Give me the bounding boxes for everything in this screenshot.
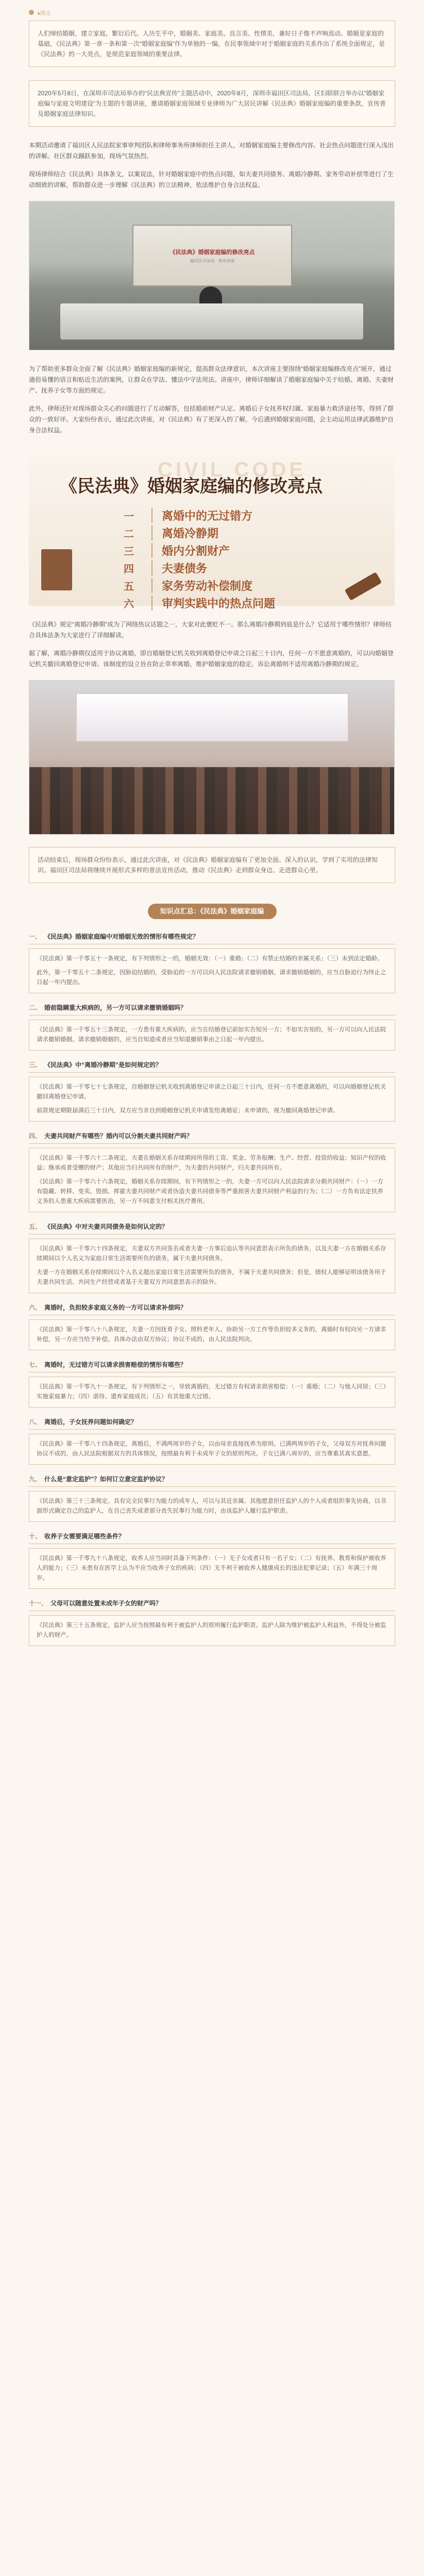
- qa-answer: [29, 1077, 395, 1122]
- qa-answer: [29, 1615, 395, 1646]
- qa-number: 九、: [29, 1476, 42, 1483]
- divider: [29, 1072, 395, 1073]
- qa-answer-paragraph: 《民法典》第一千零九十一条规定，有下列情形之一，导致离婚的，无过错方有权请求损害赔偿：（一）重婚；（二）与他人同居；（三）实施家庭暴力；（四）虐待、遗弃家庭成员；（五）有其他重大过错。: [37, 1384, 386, 1400]
- qa-answer-paragraph: 《民法典》第三十三条规定，具有完全民事行为能力的成年人，可以与其近亲属、其他愿意担任监护人的个人或者组织事先协商，以书面形式确定自己的监护人，在自己丧失或者部分丧失民事行为能力时，由该监护人履行监护职责。: [37, 1498, 386, 1514]
- qa-question: [29, 1474, 395, 1484]
- qa-question: [29, 931, 395, 942]
- poster-item: [106, 577, 374, 594]
- qa-item: [29, 1360, 395, 1408]
- qa-list: [29, 931, 395, 1646]
- qa-answer-paragraph: 《民法典》第一千零六十六条规定，婚姻关系存续期间，有下列情形之一的，夫妻一方可以向人民法院请求分割共同财产：（一）一方有隐藏、转移、变卖、毁损、挥霍夫妻共同财产或者伪造夫妻共同债务等严重损害夫妻共同财产利益的行为；（二）一方负有法定扶养义务的人患重大疾病需要医治，另一方不同意支付相关医疗费用。: [37, 1179, 383, 1205]
- qa-number: 四、: [29, 1132, 42, 1140]
- qa-item: [29, 1474, 395, 1522]
- poster-item-text: 夫妻债务: [162, 562, 208, 575]
- law-book-icon: [41, 549, 72, 590]
- qa-number: 六、: [29, 1304, 42, 1311]
- qa-question-text: 《民法典》中对夫妻共同债务是如何认定的？: [44, 1223, 168, 1230]
- event-summary-text: 2020年5月8日，在深圳市司法局举办的“民法典宣传”主题活动中，2020年8月，深圳市福田区司法局、区妇联联合举办以“婚姻家庭编与家庭文明建设”为主题的专题讲座，邀请婚姻家庭领域专业律师为广大居民讲解《民法典》婚姻家庭编的重要条款，宣传普及婚姻家庭法律知识。: [38, 90, 386, 117]
- closing-text: 活动结束后，现场群众纷纷表示，通过此次讲座，对《民法典》婚姻家庭编有了更加全面、深入的认识，学到了实用的法律知识。福田区司法局将继续开展形式多样的普法宣传活动，推动《民法典》走到群众身边、走进群众心里。: [38, 856, 378, 874]
- qa-item: [29, 1060, 395, 1122]
- qa-question: [29, 1060, 395, 1070]
- paragraph: 此外，律师还针对现场群众关心的问题进行了互动解答，包括婚前财产认定、离婚后子女抚养权归属、家庭暴力救济途径等，得到了群众的一致好评。大家纷纷表示，通过此次讲座，对《民法典》有了更深入的了解，今后遇到婚姻家庭问题，会主动运用法律武器维护自身合法权益。: [29, 405, 394, 434]
- qa-section-header: 知识点汇总：《民法典》婚姻家庭编: [148, 904, 277, 919]
- qa-answer-paragraph: 《民法典》第一千零五十三条规定，一方患有重大疾病的，应当在结婚登记前如实告知另一方；不如实告知的，另一方可以向人民法院请求撤销婚姻。请求撤销婚姻的，应当自知道或者应当知道撤销事由之日起一年内提出。: [37, 1027, 386, 1043]
- qa-number: 七、: [29, 1361, 42, 1368]
- poster-item-text: 离婚中的无过错方: [162, 509, 253, 522]
- poster-item: [106, 506, 374, 524]
- qa-question-text: 什么是“意定监护”？如何订立意定监护协议？: [44, 1476, 168, 1483]
- qa-item: [29, 931, 395, 993]
- poster-item: [106, 541, 374, 559]
- qa-answer: [29, 1491, 395, 1522]
- qa-number: 二、: [29, 1004, 42, 1011]
- paragraph: 据了解，离婚冷静期仅适用于协议离婚，即自婚姻登记机关收到离婚登记申请之日起三十日内，任何一方不愿意离婚的，可以向婚姻登记机关撤回离婚登记申请。该制度的设立旨在防止草率离婚，维护婚姻家庭的稳定。诉讼离婚则不适用离婚冷静期的规定。: [29, 650, 394, 668]
- qa-answer: [29, 948, 395, 993]
- divider: [29, 1486, 395, 1487]
- qa-question: [29, 1003, 395, 1013]
- qa-question: [29, 1222, 395, 1232]
- poster-item-text: 离婚冷静期: [162, 527, 219, 540]
- poster-item-num: 五: [106, 578, 152, 593]
- qa-answer: [29, 1377, 395, 1408]
- intro-text: 人们缔结婚姻，建立家庭，繁衍后代。人历生平中，婚姻美、家庭美、良言美、性情美，兼好日子像不声响流动。婚姻是家庭的基础，《民法典》第一章一条和第一次“婚姻家庭编”作为单独的一编，在民事领域中对于婚姻家庭的关系作出了系统全面规定，是《民法典》的一大亮点，是规范家庭领域的重要法律。: [38, 30, 385, 58]
- qa-question: [29, 1131, 395, 1141]
- poster-list: [106, 506, 374, 612]
- qa-question-text: 婚前隐瞒重大疾病的，另一方可以请求撤销婚姻吗？: [44, 1004, 187, 1011]
- header-dot-icon: [29, 10, 34, 15]
- qa-answer: [29, 1319, 395, 1350]
- paragraph: 《民法典》规定“离婚冷静期”成为了网络热议话题之一，大家对此褒贬不一。那么离婚冷静期到底是什么？它适用于哪些情形？律师结合具体法条为大家进行了详细解读。: [29, 621, 392, 639]
- qa-item: [29, 1531, 395, 1589]
- qa-number: 八、: [29, 1418, 42, 1426]
- poster-item-num: 一: [106, 508, 152, 523]
- qa-answer-paragraph: 前款规定期限届满后三十日内，双方应当亲自到婚姻登记机关申请发给离婚证；未申请的，视为撤回离婚登记申请。: [37, 1108, 339, 1114]
- projection-screen: [132, 225, 292, 286]
- qa-question-text: 《民法典》婚姻家庭编中对婚姻无效的情形有哪些规定？: [44, 933, 199, 940]
- poster-title: 《民法典》婚姻家庭编的修改亮点: [60, 477, 323, 496]
- qa-question: [29, 1302, 395, 1313]
- divider: [29, 1143, 395, 1144]
- qa-question-text: 离婚后，子女抚养问题如何确定？: [44, 1418, 138, 1426]
- divider: [29, 1429, 395, 1430]
- poster-item: [106, 559, 374, 577]
- poster-item-text: 家务劳动补偿制度: [162, 579, 253, 592]
- qa-answer: [29, 1434, 395, 1465]
- qa-question: [29, 1417, 395, 1427]
- qa-item: [29, 1417, 395, 1465]
- qa-answer: [29, 1239, 395, 1293]
- lecture-photo: [29, 201, 395, 350]
- qa-answer-paragraph: 《民法典》第一千零九十八条规定，收养人应当同时具备下列条件：（一）无子女或者只有一名子女；（二）有抚养、教育和保护被收养人的能力；（三）未患有在医学上认为不应当收养子女的疾病；（四）无不利于被收养人健康成长的违法犯罪记录；（五）年满三十周岁。: [37, 1555, 386, 1581]
- audience-crowd: [29, 767, 394, 834]
- article-header: [29, 7, 395, 18]
- qa-question-text: 夫妻共同财产有哪些？婚内可以分割夫妻共同财产吗？: [44, 1132, 193, 1140]
- paragraph: 为了帮助更多群众全面了解《民法典》婚姻家庭编的新规定，提高群众法律意识，本次讲座主要围绕“婚姻家庭编修改亮点”展开，通过通俗易懂的语言和贴近生活的案例，让群众在学法、懂法中守法用法。讲座中，律师详细解读了婚姻家庭编中关于结婚、离婚、夫妻财产、抚养子女等方面的规定。: [29, 365, 394, 394]
- qa-answer-paragraph: 《民法典》第一千零八十八条规定，夫妻一方因抚育子女、照料老年人、协助另一方工作等负担较多义务的，离婚时有权向另一方请求补偿，另一方应当给予补偿。具体办法由双方协议；协议不成的，由人民法院判决。: [37, 1327, 386, 1343]
- closing-box: [29, 847, 395, 883]
- poster-item-num: 四: [106, 561, 152, 575]
- event-summary-box: [29, 80, 395, 127]
- qa-question-text: 离婚时，负担较多家庭义务的一方可以请求补偿吗？: [44, 1304, 187, 1311]
- qa-question-text: 父母可以随意处置未成年子女的财产吗？: [50, 1600, 162, 1607]
- event-banner: [76, 693, 349, 742]
- poster-item-num: 六: [106, 596, 152, 611]
- qa-number: 一、: [29, 933, 42, 940]
- qa-question: [29, 1360, 395, 1370]
- qa-answer-paragraph: 《民法典》第一千零五十一条规定，有下列情形之一的，婚姻无效：（一）重婚；（二）有禁止结婚的亲属关系；（三）未到法定婚龄。: [37, 956, 383, 962]
- poster-item-num: 三: [106, 543, 152, 558]
- qa-number: 十、: [29, 1533, 42, 1540]
- qa-question: [29, 1598, 395, 1608]
- conference-table: [60, 303, 363, 340]
- qa-answer-paragraph: 此外，第一千零五十二条规定，因胁迫结婚的，受胁迫的一方可以向人民法院请求撤销婚姻。请求撤销婚姻的，应当自胁迫行为终止之日起一年内提出。: [37, 970, 386, 986]
- paragraph: 现场律师结合《民法典》具体条文，以案说法，针对婚姻家庭中的热点问题，如夫妻共同债务、离婚冷静期、家务劳动补偿等进行了生动细致的讲解，帮助群众进一步理解《民法典》的立法精神，依法维护自身合法权益。: [29, 171, 394, 189]
- qa-answer-paragraph: 《民法典》第一千零八十四条规定，离婚后，不满两周岁的子女，以由母亲直接抚养为原则。已满两周岁的子女，父母双方对抚养问题协议不成的，由人民法院根据双方的具体情况，按照最有利于未成年子女的原则判决。子女已满八周岁的，应当尊重其真实意愿。: [37, 1441, 386, 1457]
- poster-item-num: 二: [106, 526, 152, 540]
- qa-question: [29, 1531, 395, 1541]
- poster-background-word: CIVIL CODE: [158, 459, 307, 481]
- poster-item: [106, 594, 374, 612]
- audience-photo: [29, 680, 395, 835]
- qa-answer: [29, 1020, 395, 1050]
- qa-answer-paragraph: 夫妻一方在婚姻关系存续期间以个人名义超出家庭日常生活需要所负的债务，不属于夫妻共同债务；但是，债权人能够证明该债务用于夫妻共同生活、共同生产经营或者基于夫妻双方共同意思表示的除外。: [37, 1269, 386, 1285]
- qa-question-text: 收养子女需要满足哪些条件？: [44, 1533, 125, 1540]
- qa-number: 五、: [29, 1223, 42, 1230]
- qa-item: [29, 1131, 395, 1212]
- qa-number: 三、: [29, 1061, 42, 1069]
- header-mark: ●图文: [37, 10, 51, 16]
- qa-answer-paragraph: 《民法典》第一千零六十四条规定，夫妻双方共同签名或者夫妻一方事后追认等共同意思表示所负的债务，以及夫妻一方在婚姻关系存续期间以个人名义为家庭日常生活需要所负的债务，属于夫妻共同债务。: [37, 1246, 386, 1262]
- qa-answer: [29, 1148, 395, 1212]
- qa-answer-paragraph: 《民法典》第一千零六十二条规定，夫妻在婚姻关系存续期间所得的工资、奖金、劳务报酬；生产、经营、投资的收益；知识产权的收益；继承或者受赠的财产；其他应当归共同所有的财产，为夫妻的共同财产，归夫妻共同所有。: [37, 1155, 386, 1171]
- poster-item-text: 审判实践中的热点问题: [162, 597, 276, 610]
- qa-item: [29, 1222, 395, 1293]
- qa-question-text: 离婚时，无过错方可以请求损害赔偿的情形有哪些？: [44, 1361, 187, 1368]
- qa-item: [29, 1302, 395, 1350]
- qa-number: 十一、: [29, 1600, 48, 1607]
- poster-item: [106, 524, 374, 541]
- qa-item: [29, 1598, 395, 1646]
- poster-item-text: 婚内分割财产: [162, 544, 230, 557]
- qa-answer-paragraph: 《民法典》第一千零七十七条规定，自婚姻登记机关收到离婚登记申请之日起三十日内，任何一方不愿意离婚的，可以向婚姻登记机关撤回离婚登记申请。: [37, 1084, 386, 1100]
- intro-box: [29, 21, 395, 67]
- qa-question-text: 《民法典》中“离婚冷静期”是如何规定的？: [44, 1061, 162, 1069]
- paragraph: 本期活动邀请了福田区人民法院家事审判团队和律师事务所律师担任主讲人，对婚姻家庭编主要修改内容、社会热点问题进行深入浅出的讲解。社区群众踊跃参加，现场气氛热烈。: [29, 142, 394, 160]
- qa-answer-paragraph: 《民法典》第三十五条规定，监护人应当按照最有利于被监护人的原则履行监护职责。监护人除为维护被监护人利益外，不得处分被监护人的财产。: [37, 1622, 386, 1638]
- qa-answer: [29, 1548, 395, 1589]
- highlights-poster: [29, 456, 395, 610]
- screen-subtitle: 福田区司法局 · 普法讲座: [190, 258, 235, 263]
- qa-item: [29, 1003, 395, 1050]
- screen-title: 《民法典》婚姻家庭编的修改亮点: [169, 249, 255, 256]
